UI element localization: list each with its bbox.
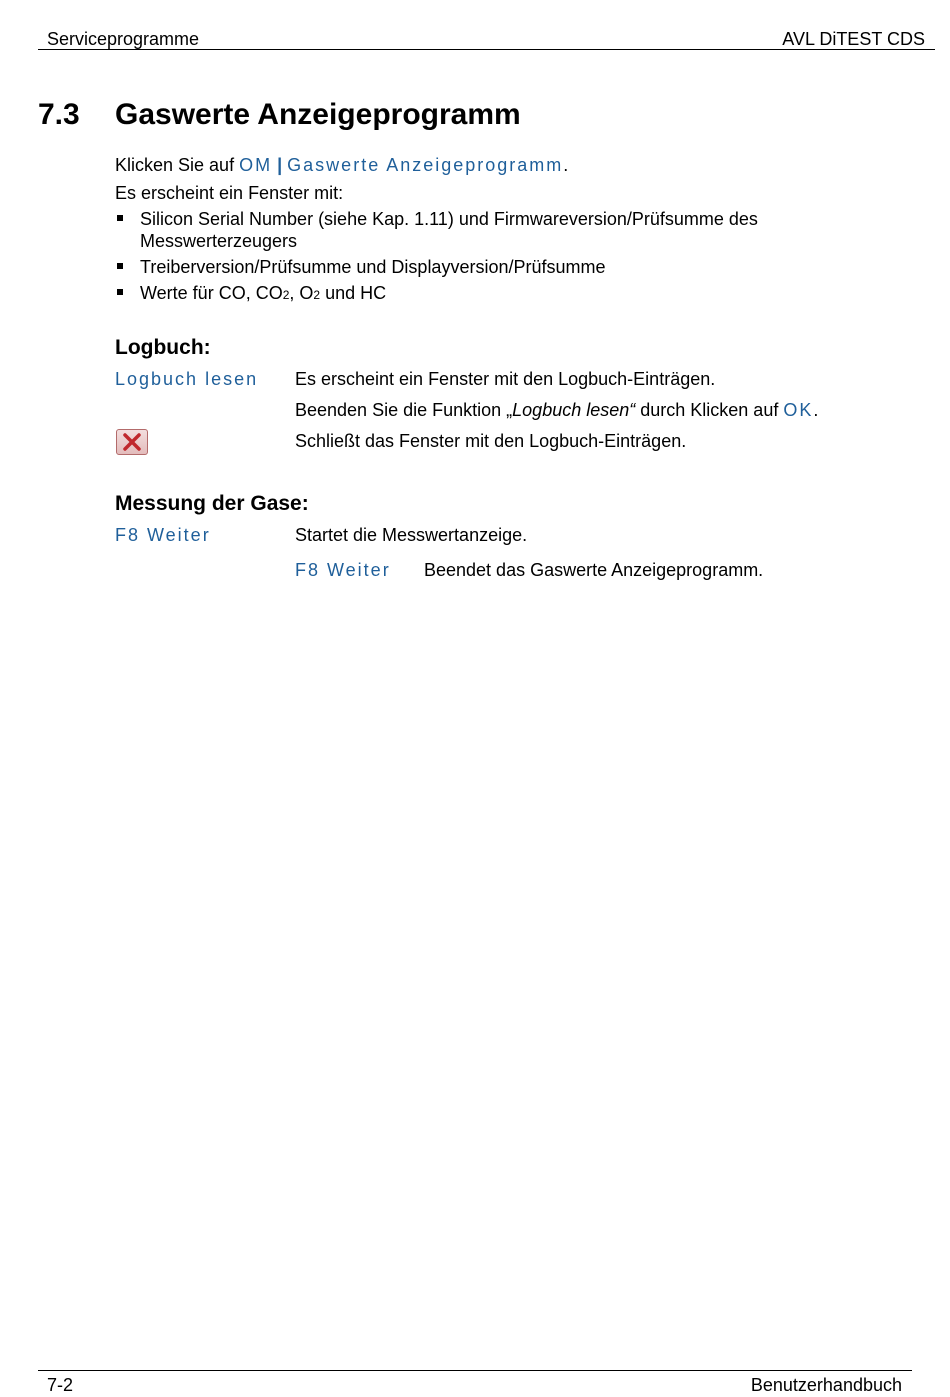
click-prefix: Klicken Sie auf	[115, 155, 235, 175]
f8-weiter-key-2[interactable]: F8 Weiter	[295, 560, 391, 580]
header-rule	[38, 49, 935, 50]
bullet-marker	[117, 215, 123, 221]
menu-om[interactable]: OM	[239, 155, 273, 175]
logbuch-desc-3: Schließt das Fenster mit den Logbuch-Einträgen.	[295, 431, 687, 451]
logbuch-desc-1: Es erscheint ein Fenster mit den Logbuch-Einträgen.	[295, 369, 716, 389]
header-right: AVL DiTEST CDS	[782, 29, 925, 49]
logbuch-desc-2	[295, 399, 818, 421]
co2-subscript: 2	[282, 288, 290, 302]
close-x-glyph	[122, 433, 142, 451]
bullet-3-text-c: und HC	[320, 283, 387, 303]
bullet-3-text-b: , O	[289, 283, 314, 303]
footer-right: Benutzerhandbuch	[750, 1375, 902, 1395]
bullet-3	[140, 282, 386, 306]
menu-item-gaswerte[interactable]: Gaswerte Anzeigeprogramm	[287, 155, 564, 175]
messung-heading: Messung der Gase:	[115, 492, 309, 515]
intro-click-line	[115, 154, 568, 176]
desc2-period: .	[813, 400, 819, 420]
bullet-3-text-a: Werte für CO, CO	[140, 283, 283, 303]
messung-desc-2: Beendet das Gaswerte Anzeigeprogramm.	[424, 560, 764, 580]
o2-subscript: 2	[313, 288, 321, 302]
desc2-text-b: durch Klicken auf	[635, 400, 784, 420]
desc2-italic: Logbuch lesen“	[512, 400, 636, 420]
bullet-2: Treiberversion/Prüfsumme und Displayversion/Prüfsumme	[140, 257, 606, 277]
intro-window-line: Es erscheint ein Fenster mit:	[115, 183, 344, 203]
bullet-marker	[117, 289, 123, 295]
footer-rule	[38, 1370, 912, 1371]
logbuch-lesen-key[interactable]: Logbuch lesen	[115, 369, 259, 389]
logbuch-heading: Logbuch:	[115, 336, 211, 359]
section-title: Gaswerte Anzeigeprogramm	[115, 98, 521, 131]
section-number: 7.3	[38, 98, 80, 131]
f8-weiter-key-1[interactable]: F8 Weiter	[115, 525, 211, 545]
desc2-text-a: Beenden Sie die Funktion „	[295, 400, 513, 420]
bullet-marker	[117, 263, 123, 269]
bullet-1-line1: Silicon Serial Number (siehe Kap. 1.11) und Firmwareversion/Prüfsumme des	[140, 209, 758, 229]
intro-period: .	[563, 155, 569, 175]
bullet-1-line2: Messwerterzeugers	[140, 231, 298, 251]
menu-separator: |	[277, 155, 283, 175]
header-left: Serviceprogramme	[47, 29, 200, 49]
footer-page-number: 7-2	[47, 1375, 74, 1395]
ok-link[interactable]: OK	[783, 400, 814, 420]
messung-desc-1: Startet die Messwertanzeige.	[295, 525, 528, 545]
close-x-icon[interactable]	[116, 429, 148, 455]
